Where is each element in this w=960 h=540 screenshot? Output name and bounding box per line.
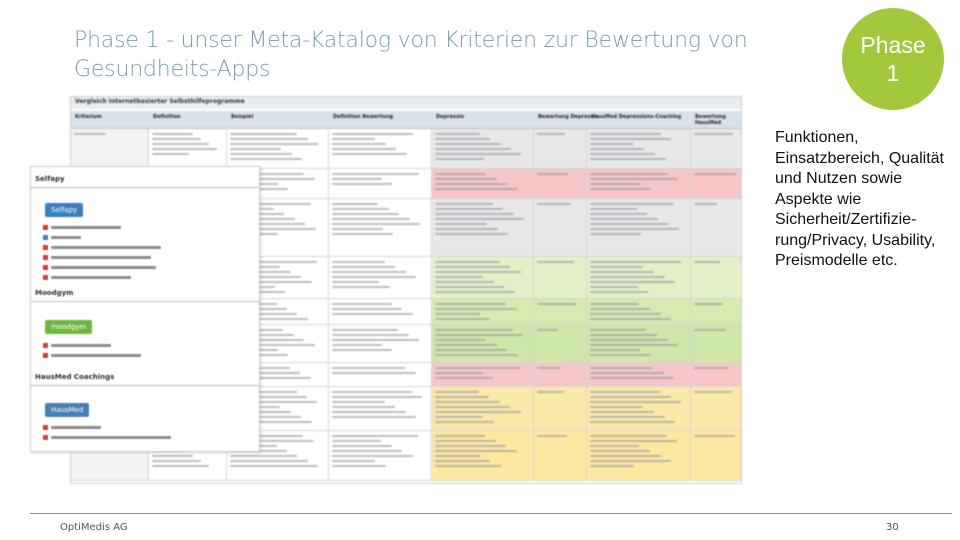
spreadsheet-cell: [534, 129, 587, 168]
footer-page-number: 30: [886, 522, 899, 533]
spreadsheet-cell: [534, 257, 587, 298]
divider: [31, 301, 259, 302]
spreadsheet-cell: [691, 199, 742, 256]
phase-badge-label: Phase: [860, 32, 926, 58]
spreadsheet-cell: [534, 169, 587, 198]
spreadsheet-cell: [587, 387, 691, 430]
pdf-icon: [43, 245, 48, 250]
spreadsheet-cell: [587, 363, 691, 386]
doc-icon: [43, 235, 48, 240]
spreadsheet-cell: [691, 325, 742, 362]
screenshot-collage: [30, 96, 742, 488]
spreadsheet-cell: [432, 169, 534, 198]
footer-divider: [30, 513, 952, 514]
slide-title: Phase 1 - unser Meta-Katalog von Kriterien zur Bewertung von Gesundheits-Apps: [74, 28, 748, 82]
spreadsheet-cell: [534, 325, 587, 362]
spreadsheet-cell: [691, 299, 742, 324]
panel-heading-hausmed: HausMed Coachings: [35, 373, 115, 381]
selfapy-logo: Selfapy: [45, 203, 83, 217]
column-header: Beispiel: [231, 114, 254, 120]
pdf-icon: [43, 435, 48, 440]
spreadsheet-cell: [691, 169, 742, 198]
spreadsheet-cell: [432, 199, 534, 256]
spreadsheet-cell: [587, 129, 691, 168]
spreadsheet-cell: [691, 431, 742, 480]
spreadsheet-cell: [587, 325, 691, 362]
spreadsheet-cell: [587, 199, 691, 256]
spreadsheet-cell: [432, 325, 534, 362]
pdf-icon: [43, 353, 48, 358]
spreadsheet-cell: [71, 129, 149, 168]
spreadsheet-title-bar: [71, 97, 741, 109]
moodgym-logo: moodgym: [45, 320, 92, 334]
footer-company: OptiMedis AG: [60, 522, 128, 533]
spreadsheet-cell: [432, 431, 534, 480]
spreadsheet-cell: [432, 299, 534, 324]
spreadsheet-cell: [691, 363, 742, 386]
spreadsheet-cell: [329, 299, 432, 324]
spreadsheet-cell: [432, 129, 534, 168]
column-header: HausMed Depressions-Coaching: [591, 114, 682, 120]
spreadsheet-cell: [587, 431, 691, 480]
pdf-icon: [43, 425, 48, 430]
spreadsheet-cell: [227, 129, 329, 168]
spreadsheet-cell: [534, 199, 587, 256]
pdf-icon: [43, 343, 48, 348]
spreadsheet-cell: [329, 129, 432, 168]
spreadsheet-cell: [587, 299, 691, 324]
pdf-icon: [43, 275, 48, 280]
spreadsheet-cell: [329, 257, 432, 298]
pdf-icon: [43, 225, 48, 230]
column-header: Definition Bewertung: [333, 114, 394, 120]
column-header: Depressio: [436, 114, 465, 120]
spreadsheet-cell: [329, 199, 432, 256]
pdf-icon: [43, 255, 48, 260]
spreadsheet-cell: [149, 129, 227, 168]
spreadsheet-cell: [691, 129, 742, 168]
spreadsheet-cell: [534, 299, 587, 324]
spreadsheet-cell: [691, 387, 742, 430]
divider: [31, 187, 259, 188]
column-header: Bewertung Depressio: [538, 114, 599, 120]
spreadsheet-row: [71, 129, 741, 169]
spreadsheet-cell: [329, 431, 432, 480]
spreadsheet-cell: [329, 387, 432, 430]
phase-badge: [842, 8, 944, 110]
spreadsheet-cell: [587, 169, 691, 198]
spreadsheet-cell: [432, 387, 534, 430]
spreadsheet-cell: [534, 387, 587, 430]
spreadsheet-cell: [329, 363, 432, 386]
side-description: Funktionen, Einsatzbereich, Qualität und Nutzen sowie Aspekte wie Sicherheit/Zertifizie-rung/Privacy, Usability, Preismodelle etc.: [775, 129, 944, 269]
panel-heading-selfapy: Selfapy: [35, 175, 65, 183]
spreadsheet-cell: [534, 431, 587, 480]
pdf-icon: [43, 265, 48, 270]
spreadsheet-cell: [329, 169, 432, 198]
spreadsheet-title: Vergleich Internetbasierter Selbsthilfeprogramme: [75, 98, 245, 105]
panel-heading-moodgym: Moodgym: [35, 289, 74, 297]
divider: [31, 385, 259, 386]
column-header: Definition: [153, 114, 181, 120]
hausmed-logo: HausMed: [45, 403, 89, 417]
spreadsheet-header: [71, 111, 741, 129]
spreadsheet-cell: [691, 257, 742, 298]
app-info-panel: [30, 166, 260, 452]
spreadsheet-cell: [534, 363, 587, 386]
spreadsheet-cell: [432, 363, 534, 386]
phase-badge-number: 1: [886, 60, 900, 86]
spreadsheet-cell: [329, 325, 432, 362]
spreadsheet-cell: [587, 257, 691, 298]
column-header: Kriterium: [75, 114, 102, 120]
spreadsheet-cell: [432, 257, 534, 298]
column-header: Bewertung HausMed: [695, 114, 726, 126]
